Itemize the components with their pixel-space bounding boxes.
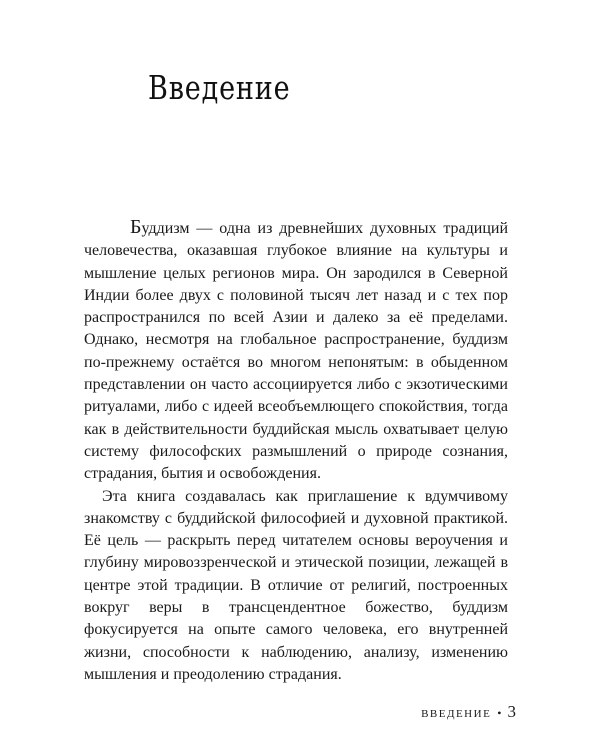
footer-separator: • xyxy=(497,706,502,720)
running-head-label: ВВЕДЕНИЕ xyxy=(421,708,492,720)
body-text xyxy=(84,216,508,686)
running-footer xyxy=(421,702,516,722)
paragraph-purpose: Эта книга создавалась как приглашение к вдумчивому знакомству с буддийской философией и духовной практикой. Её цель — раскрыть перед читателем основы вероучения и глубину мировоззренческой и этической позиции, лежащей в центре этой традиции. В отличие от религий, построенных вокруг веры в трансцендентное божество, буддизм фокусируется на опыте самого человека, его внутренней жизни, способности к наблюдению, анализу, изменению мышления и преодолению страдания. xyxy=(84,487,508,683)
page-number: 3 xyxy=(507,702,516,721)
paragraph-intro: Буддизм — одна из древнейших духовных традиций человечества, оказавшая глубокое влияние на культуры и мышление целых регионов мира. Он зародился в Северной Индии более двух с половиной тысяч лет назад и с тех пор распространился по всей Азии и далеко за её пределами. Однако, несмотря на глобальное распространение, буддизм по-прежнему остаётся во многом непонятым: в обыденном представлении он часто ассоциируется либо с экзотическими ритуалами, либо с идеей всеобъемлющего спокойствия, тогда как в действительности буддийская мысль охватывает целую систему философских размышлений о природе сознания, страдания, бытия и освобождения. xyxy=(84,216,508,483)
chapter-title: Введение xyxy=(148,68,291,107)
